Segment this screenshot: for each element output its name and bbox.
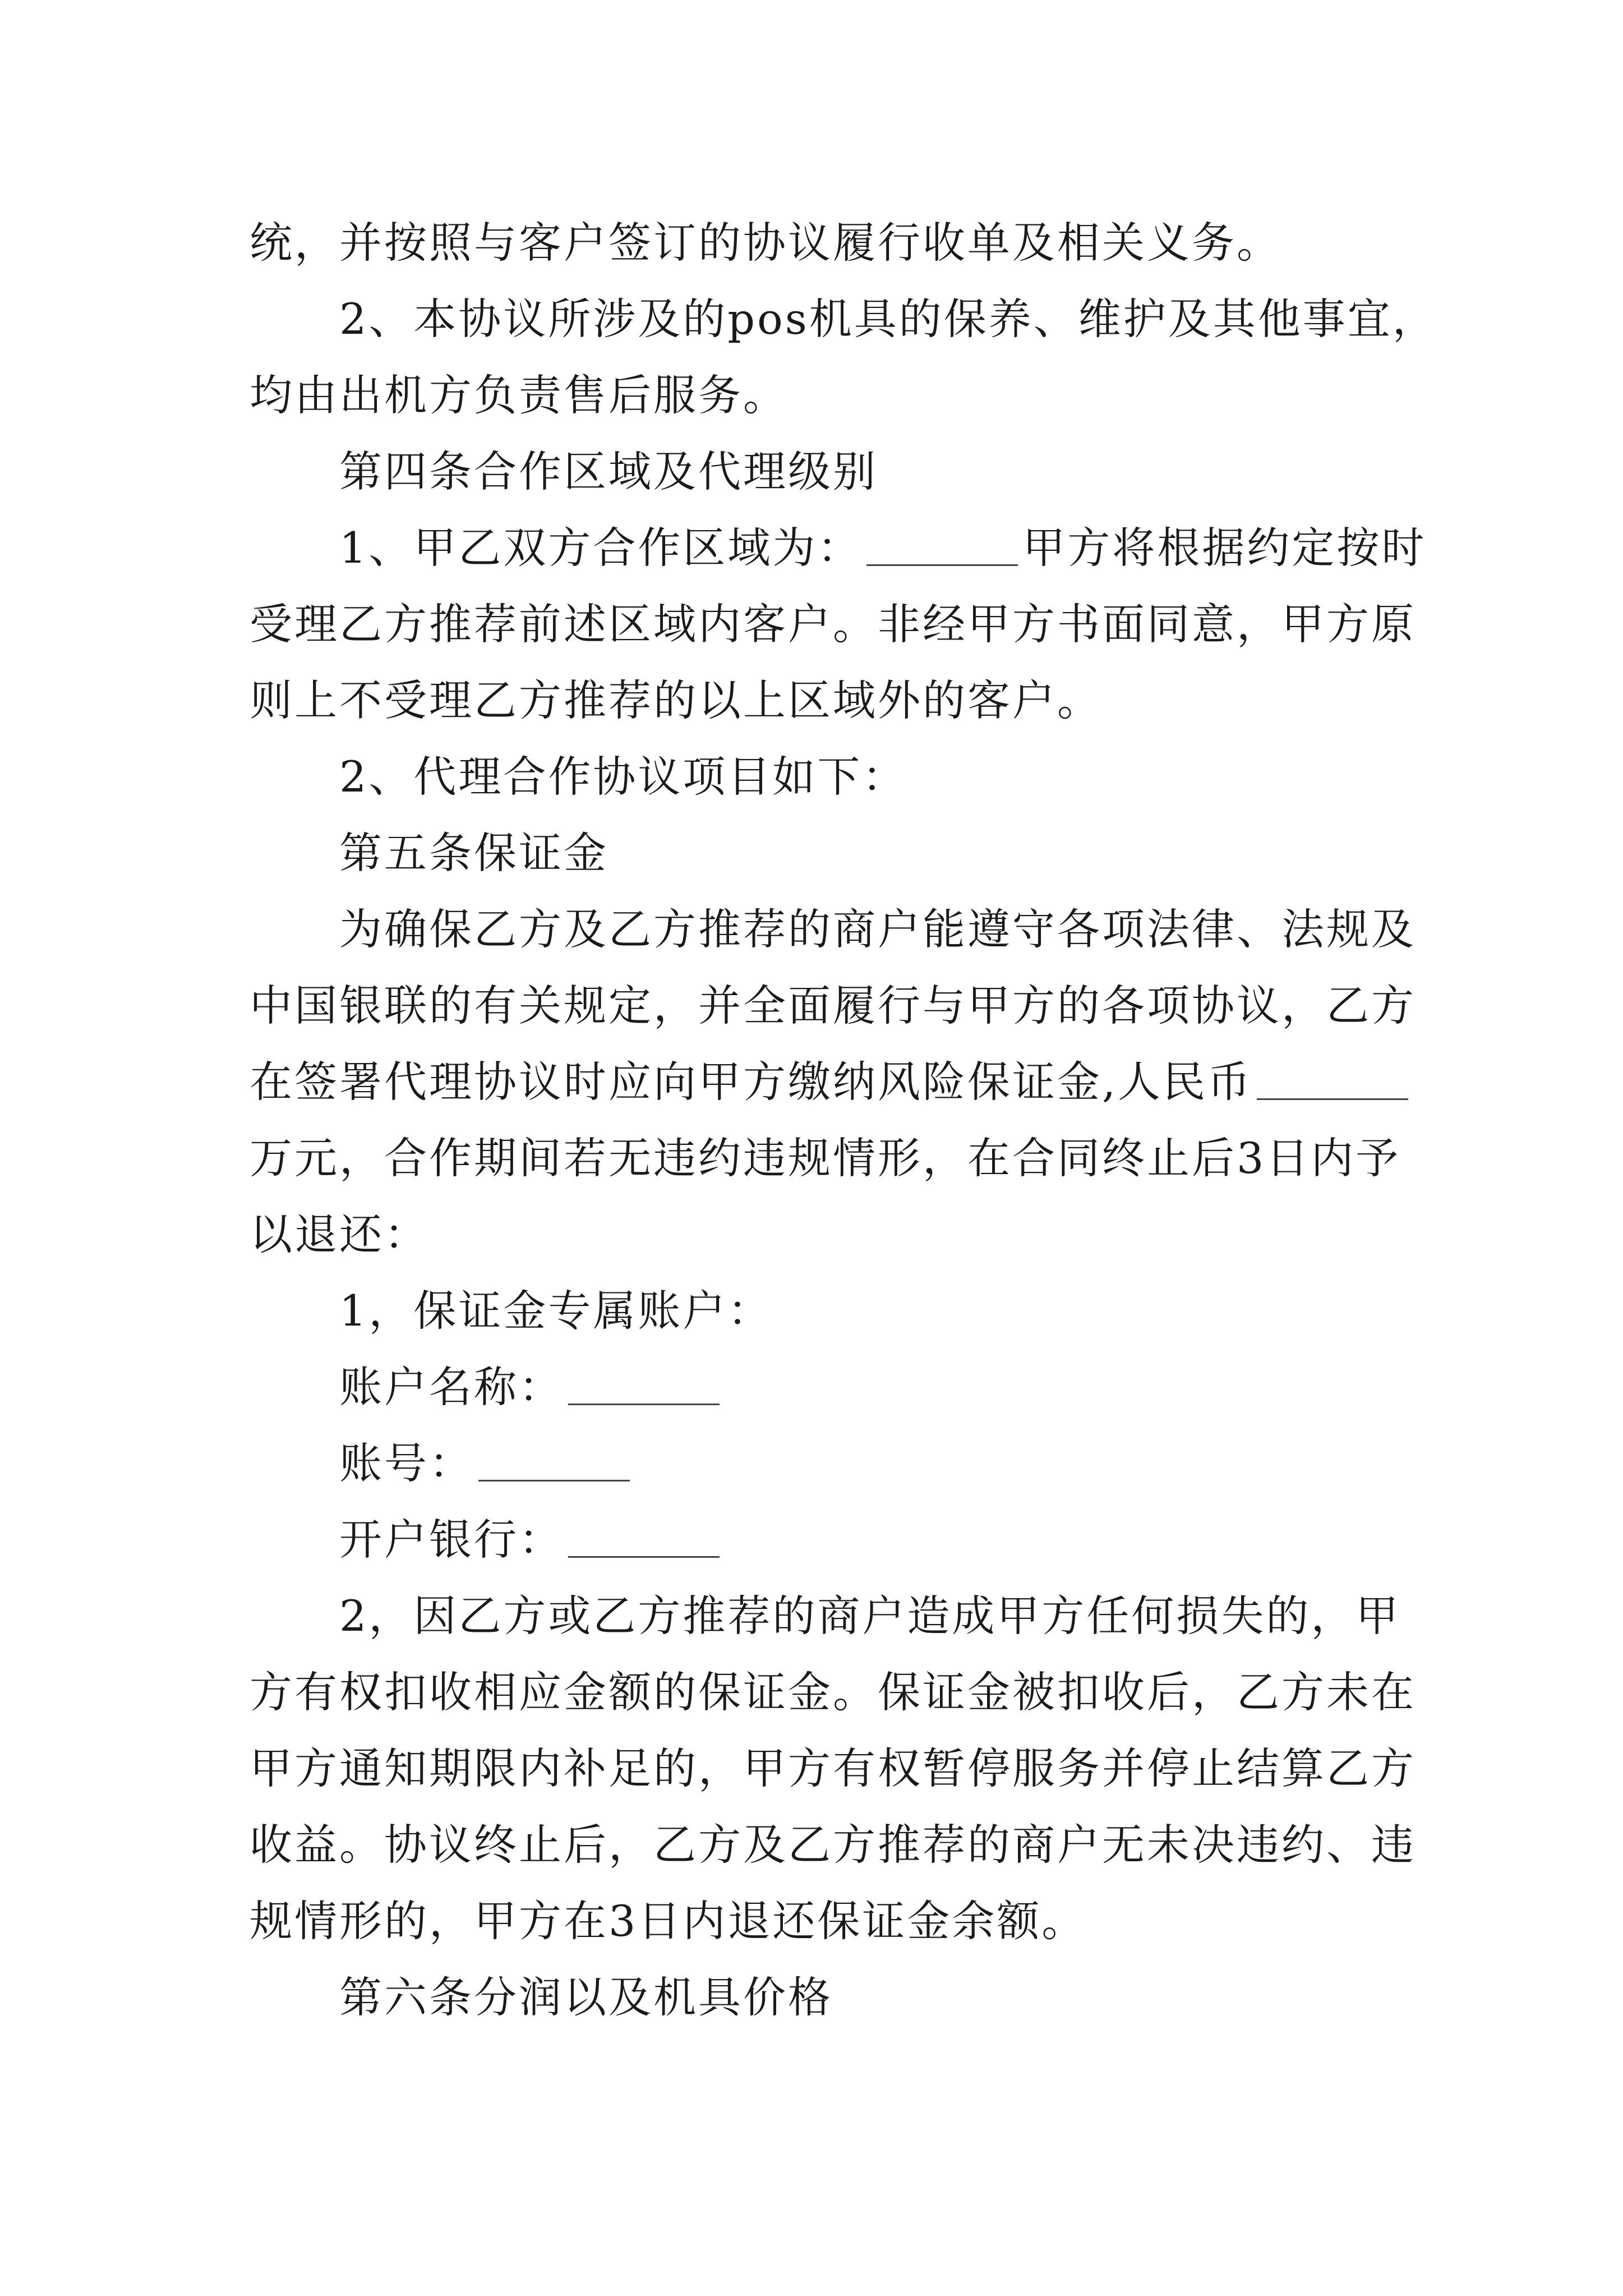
- paragraph-line: 均由出机方负责售后服务。: [250, 370, 788, 420]
- line-text: 账户名称：: [339, 1362, 564, 1412]
- bank-line: [250, 1502, 1399, 1578]
- fill-in-blank: [866, 522, 1018, 566]
- paragraph-line: 2，因乙方或乙方推荐的商户造成甲方任何损失的，甲: [339, 1591, 1401, 1641]
- paragraph-line: 规情形的，甲方在3日内退还保证金余额。: [250, 1896, 1087, 1946]
- document-body: [250, 205, 1437, 2036]
- section-heading: 第六条分润以及机具价格: [339, 1972, 833, 2022]
- line-text: 开户银行：: [339, 1515, 564, 1565]
- paragraph-line: 收益。协议终止后，乙方及乙方推荐的商户无未决违约、违: [250, 1820, 1416, 1870]
- paragraph-line: [250, 510, 1427, 586]
- paragraph-line: [250, 1044, 1399, 1120]
- line-text: 在签署代理协议时应向甲方缴纳风险保证金,人民币: [250, 1057, 1253, 1107]
- line-text: 甲方将根据约定按时: [1022, 523, 1427, 573]
- line-text: 账号：: [339, 1438, 474, 1488]
- paragraph-line: 则上不受理乙方推荐的以上区域外的客户。: [250, 675, 1102, 725]
- paragraph-line: 2、代理合作协议项目如下：: [339, 752, 907, 802]
- fill-in-blank: [1257, 1056, 1408, 1100]
- paragraph-line: 1，保证金专属账户：: [339, 1286, 773, 1336]
- paragraph-line: 万元，合作期间若无违约违规情形，在合同终止后3日内予: [250, 1133, 1401, 1183]
- paragraph-line: 方有权扣收相应金额的保证金。保证金被扣收后，乙方未在: [250, 1667, 1416, 1717]
- paragraph-line: 统，并按照与客户签订的协议履行收单及相关义务。: [250, 218, 1281, 268]
- paragraph-line: 受理乙方推荐前述区域内客户。非经甲方书面同意，甲方原: [250, 599, 1416, 649]
- account-number-line: [250, 1425, 1399, 1502]
- line-text: 1、甲乙双方合作区域为：: [339, 523, 863, 573]
- paragraph-line: 为确保乙方及乙方推荐的商户能遵守各项法律、法规及: [339, 904, 1416, 954]
- paragraph-line: 中国银联的有关规定，并全面履行与甲方的各项协议，乙方: [250, 981, 1416, 1030]
- fill-in-blank: [568, 1361, 720, 1405]
- paragraph-line: 甲方通知期限内补足的，甲方有权暂停服务并停止结算乙方: [250, 1743, 1416, 1793]
- fill-in-blank: [568, 1513, 720, 1558]
- fill-in-blank: [478, 1437, 630, 1481]
- paragraph-line: 以退还：: [250, 1209, 429, 1259]
- account-name-line: [250, 1349, 1399, 1425]
- section-heading: 第五条保证金: [339, 828, 608, 878]
- section-heading: 第四条合作区域及代理级别: [339, 447, 878, 496]
- paragraph-line: 2、本协议所涉及的pos机具的保养、维护及其他事宜，: [339, 294, 1437, 344]
